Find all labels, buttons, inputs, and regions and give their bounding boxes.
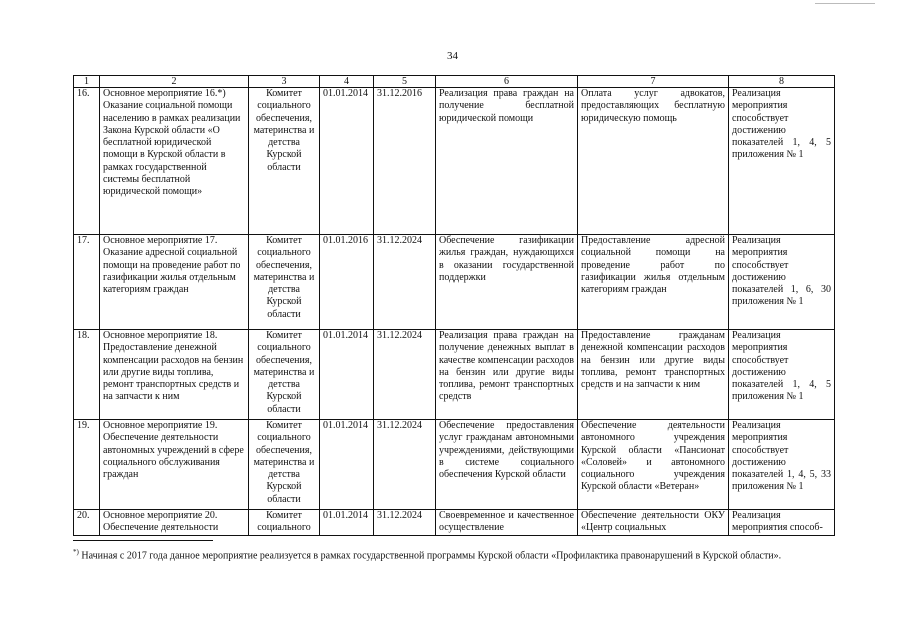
activity-cell: Основное мероприятие 16.*) Оказание социальной помощи населению в рамках реализации Закона Курской области «О бесплатной юридической помощи в Курской области в рамках государственной системы бесплатной юридической помощи» bbox=[100, 88, 249, 235]
activity-cell: Основное мероприятие 18. Предоставление денежной компенсации расходов на бензин или другие виды топлива, ремонт транспортных средств и на запчасти к ним bbox=[100, 330, 249, 420]
start-date-cell: 01.01.2016 bbox=[320, 235, 374, 330]
column-header: 2 bbox=[100, 76, 249, 88]
start-date-cell: 01.01.2014 bbox=[320, 88, 374, 235]
relation-cell: Реализация мероприятия способствует достижению показателей 1, 6, 30 приложения № 1 bbox=[729, 235, 835, 330]
column-header: 6 bbox=[436, 76, 578, 88]
result-cell: Своевременное и качественное осуществление bbox=[436, 510, 578, 536]
directions-cell: Обеспечение деятельности автономного учреждения Курской области «Пансионат «Соловей» и автономного социального учреждения Курской области «Ветеран» bbox=[578, 420, 729, 510]
start-date-cell: 01.01.2014 bbox=[320, 330, 374, 420]
executor-cell: Комитет социального обеспечения, материнства и детства Курской области bbox=[249, 420, 320, 510]
relation-cell: Реализация мероприятия способствует достижению показателей 1, 4, 5 приложения № 1 bbox=[729, 88, 835, 235]
column-header: 5 bbox=[374, 76, 436, 88]
row-number: 17. bbox=[74, 235, 100, 330]
end-date-cell: 31.12.2024 bbox=[374, 330, 436, 420]
table-row bbox=[74, 420, 835, 510]
directions-cell: Обеспечение деятельности ОКУ «Центр социальных bbox=[578, 510, 729, 536]
directions-cell: Предоставление гражданам денежной компенсации расходов на бензин или другие виды топлива, ремонт транспортных средств и на запчасти к ним bbox=[578, 330, 729, 420]
relation-cell: Реализация мероприятия способ- bbox=[729, 510, 835, 536]
result-cell: Реализация права граждан на получение бесплатной юридической помощи bbox=[436, 88, 578, 235]
footnote-mark: *) bbox=[73, 548, 79, 556]
column-header: 3 bbox=[249, 76, 320, 88]
result-cell: Обеспечение газификации жилья граждан, нуждающихся в оказании государственной поддержки bbox=[436, 235, 578, 330]
row-number: 19. bbox=[74, 420, 100, 510]
table-row bbox=[74, 330, 835, 420]
activity-cell: Основное мероприятие 19. Обеспечение деятельности автономных учреждений в сфере социального обслуживания граждан bbox=[100, 420, 249, 510]
footnote bbox=[73, 545, 843, 563]
end-date-cell: 31.12.2024 bbox=[374, 235, 436, 330]
row-number: 20. bbox=[74, 510, 100, 536]
relation-cell: Реализация мероприятия способствует достижению показателей 1, 4, 5, 33 приложения № 1 bbox=[729, 420, 835, 510]
table-row bbox=[74, 235, 835, 330]
table-row bbox=[74, 88, 835, 235]
table-row bbox=[74, 510, 835, 536]
end-date-cell: 31.12.2024 bbox=[374, 420, 436, 510]
result-cell: Реализация права граждан на получение денежных выплат в качестве компенсации расходов на бензин или другие виды топлива, ремонт транспортных средств bbox=[436, 330, 578, 420]
column-header: 1 bbox=[74, 76, 100, 88]
top-edge-rule bbox=[815, 3, 875, 4]
end-date-cell: 31.12.2024 bbox=[374, 510, 436, 536]
executor-cell: Комитет социального обеспечения, материнства и детства Курской области bbox=[249, 330, 320, 420]
directions-cell: Предоставление адресной социальной помощи на проведение работ по газификации жилья отдельным категориям граждан bbox=[578, 235, 729, 330]
measures-table bbox=[73, 75, 835, 536]
column-header: 7 bbox=[578, 76, 729, 88]
end-date-cell: 31.12.2016 bbox=[374, 88, 436, 235]
row-number: 16. bbox=[74, 88, 100, 235]
column-header: 8 bbox=[729, 76, 835, 88]
page-number: 34 bbox=[447, 50, 458, 62]
result-cell: Обеспечение предоставления услуг гражданам автономными учреждениями, действующими в системе социального обеспечения Курской области bbox=[436, 420, 578, 510]
executor-cell: Комитет социального обеспечения, материнства и детства Курской области bbox=[249, 88, 320, 235]
column-number-row bbox=[74, 76, 835, 88]
activity-cell: Основное мероприятие 17. Оказание адресной социальной помощи на проведение работ по газификации жилья отдельным категориям граждан bbox=[100, 235, 249, 330]
column-header: 4 bbox=[320, 76, 374, 88]
footnote-separator bbox=[73, 540, 213, 541]
footnote-text: Начиная с 2017 года данное мероприятие реализуется в рамках государственной программы Курской области «Профилактика правонарушений в Курской области». bbox=[81, 550, 782, 562]
row-number: 18. bbox=[74, 330, 100, 420]
relation-cell: Реализация мероприятия способствует достижению показателей 1, 4, 5 приложения № 1 bbox=[729, 330, 835, 420]
directions-cell: Оплата услуг адвокатов, предоставляющих бесплатную юридическую помощь bbox=[578, 88, 729, 235]
start-date-cell: 01.01.2014 bbox=[320, 510, 374, 536]
executor-cell: Комитет социального обеспечения, материнства и детства Курской области bbox=[249, 235, 320, 330]
start-date-cell: 01.01.2014 bbox=[320, 420, 374, 510]
executor-cell: Комитет социального bbox=[249, 510, 320, 536]
activity-cell: Основное мероприятие 20. Обеспечение деятельности bbox=[100, 510, 249, 536]
